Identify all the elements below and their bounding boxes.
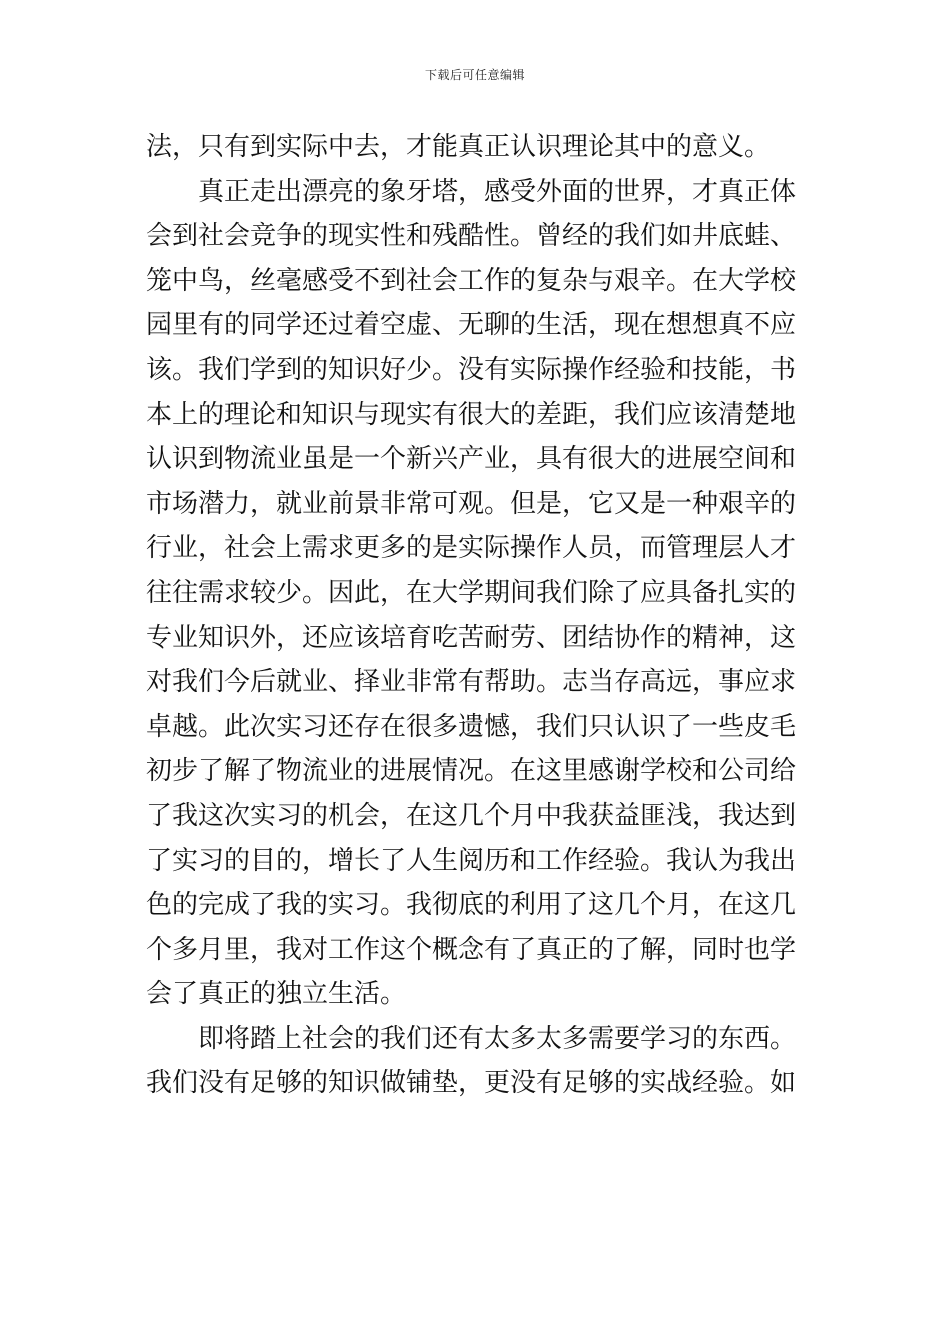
text-line: 对我们今后就业、择业非常有帮助。志当存高远，事应求 [146,667,797,698]
text-line: 笼中鸟，丝毫感受不到社会工作的复杂与艰辛。在大学校 [146,265,797,296]
text-line: 市场潜力，就业前景非常可观。但是，它又是一种艰辛的 [146,488,797,519]
text-line: 行业，社会上需求更多的是实际操作人员，而管理层人才 [146,533,797,564]
text-line: 专业知识外，还应该培育吃苦耐劳、团结协作的精神，这 [146,622,797,653]
header-note: 下载后可任意编辑 [424,68,525,82]
text-line: 会了真正的独立生活。 [146,979,407,1010]
text-line: 会到社会竞争的现实性和残酷性。曾经的我们如井底蛙、 [146,221,797,252]
document-body [146,125,806,1106]
text-line: 了我这次实习的机会，在这几个月中我获益匪浅，我达到 [146,800,797,831]
text-line: 我们没有足够的知识做铺垫，更没有足够的实战经验。如 [146,1068,797,1099]
text-line: 卓越。此次实习还存在很多遗憾，我们只认识了一些皮毛 [146,711,797,742]
text-line: 个多月里，我对工作这个概念有了真正的了解，同时也学 [146,934,797,965]
text-line: 本上的理论和知识与现实有很大的差距，我们应该清楚地 [146,399,797,430]
text-line: 了实习的目的，增长了人生阅历和工作经验。我认为我出 [146,845,797,876]
text-line: 认识到物流业虽是一个新兴产业，具有很大的进展空间和 [146,444,797,475]
paragraph-start-line: 即将踏上社会的我们还有太多太多需要学习的东西。 [198,1023,797,1054]
text-line: 该。我们学到的知识好少。没有实际操作经验和技能，书 [146,354,797,385]
text-line: 色的完成了我的实习。我彻底的利用了这几个月，在这几 [146,890,797,921]
paragraph-start-line: 真正走出漂亮的象牙塔，感受外面的世界，才真正体 [198,176,797,207]
text-line: 初步了解了物流业的进展情况。在这里感谢学校和公司给 [146,756,797,787]
text-line: 法，只有到实际中去，才能真正认识理论其中的意义。 [146,132,771,162]
text-line: 往往需求较少。因此，在大学期间我们除了应具备扎实的 [146,577,797,608]
text-line: 园里有的同学还过着空虚、无聊的生活，现在想想真不应 [146,310,797,341]
